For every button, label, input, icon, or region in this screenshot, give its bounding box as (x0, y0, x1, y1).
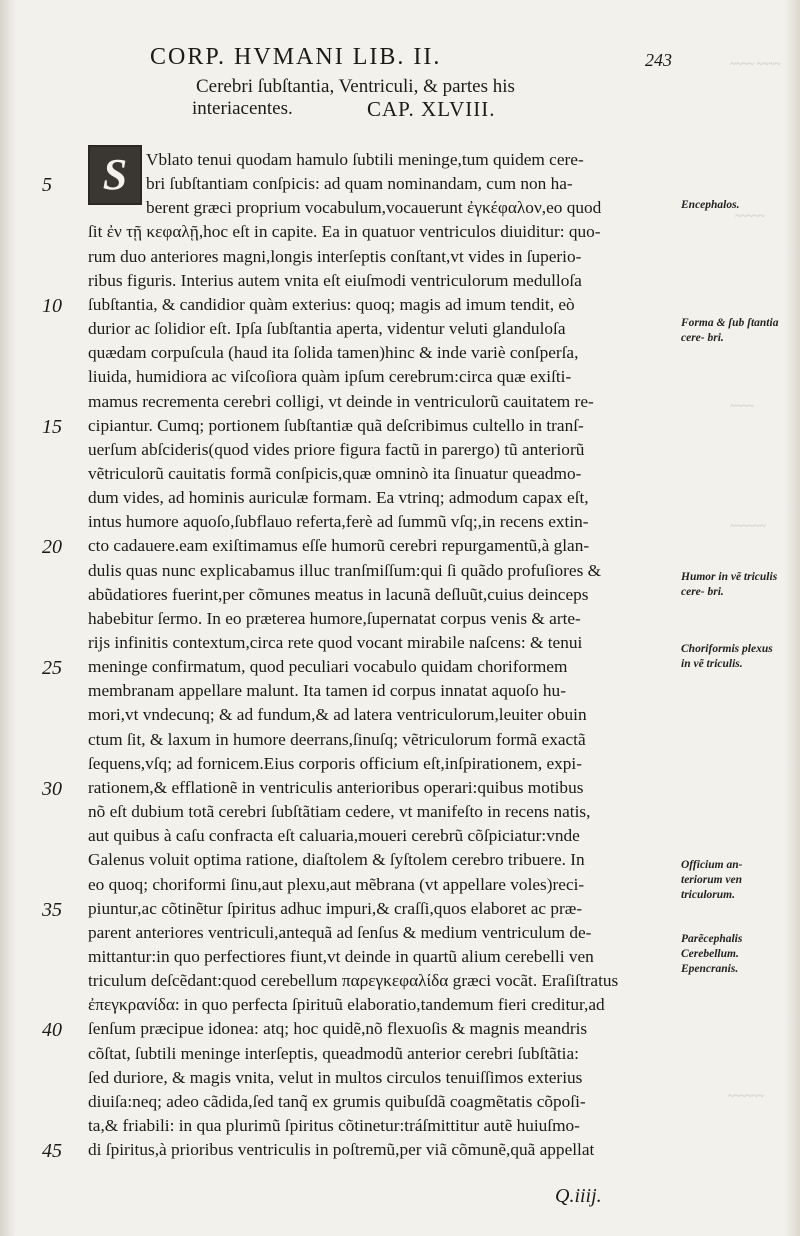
margin-note: Parẽcephalis Cerebellum. Epencranis. (681, 933, 743, 975)
margin-note: Encephalos. (681, 199, 740, 211)
text-line: ctum ſit, & laxum in humore deerrans,ſinuſq; vẽtriculorum formã exactã (88, 729, 586, 749)
text-line: Vblato tenui quodam hamulo ſubtili meninge,tum quidem cere- (146, 150, 584, 169)
text-line: habebitur ſermo. In eo præterea humore,ſupernatat corpus venis & arte- (88, 608, 581, 628)
text-line: ta,& friabili: in qua plurimũ ſpiritus cõtinetur:tráſmittitur autẽ huiuſmo- (88, 1116, 580, 1135)
text-line: intus humore aquoſo,ſubflauo referta,ferè ad ſummũ vſq;,in recens extin- (88, 512, 589, 532)
bleed-through-mark: ~~~~~~ (730, 520, 766, 532)
text-line: aut quibus à caſu confracta eſt caluaria,moueri cerebrũ cõſpiciatur:vnde (88, 826, 580, 846)
text-line: liuida, humidiora ac viſcoſiora quàm ipſum cerebrum:circa quæ exiſti- (88, 367, 572, 387)
running-head: CORP. HVMANI LIB. II. (150, 44, 442, 70)
text-line: dum vides, ad hominis auriculæ formam. Ea vtrinq; admodum capax eſt, (88, 488, 589, 508)
text-line: bri ſubſtantiam conſpicis: ad quam nominandam, cum non ha- (146, 174, 573, 194)
text-line: ribus figuris. Interius autem vnita eſt eiuſmodi ventriculorum medulloſa (88, 270, 582, 290)
bleed-through-mark: ~~~~ ~~~~ (730, 58, 781, 70)
bleed-through-mark: ~~~~~~ (728, 1090, 764, 1102)
text-line: diuiſa:neq; adeo cãdida,ſed tanq̃ ex grumis quibuſdã coagmẽtatis cõpoſi- (88, 1091, 586, 1111)
drop-cap (88, 145, 142, 205)
text-line: mittantur:in quo perfectiores fiunt,vt deinde in quartũ alium cerebelli ven (88, 946, 594, 966)
line-number: 45 (42, 1140, 62, 1163)
line-number: 40 (42, 1019, 62, 1042)
text-line: mamus recrementa cerebri colligi, vt deinde in ventriculorũ cauitatem re- (88, 391, 594, 411)
text-line: parent anteriores ventriculi,antequã ad ſenſus & medium ventriculum de- (88, 922, 592, 942)
margin-note: Officium an- teriorum ven triculorum. (681, 859, 743, 901)
text-line: rationem,& efflationẽ in ventriculis anterioribus operari:quibus motibus (88, 777, 584, 797)
chapter-title-line: Cerebri ſubſtantia, Ventriculi, & partes his (196, 76, 515, 97)
text-line: di ſpiritus,à prioribus ventriculis in poſtremũ,per viã cõmunẽ,quã appellat (88, 1140, 595, 1160)
text-line: piuntur,ac cõtinẽtur ſpiritus adhuc impuri,& craſſi,quos elaboret ac præ- (88, 898, 583, 918)
line-number: 20 (42, 536, 62, 559)
text-line: ſenſum præcipue idonea: atq; hoc quidẽ,nõ flexuoſis & magnis meandris (88, 1019, 588, 1039)
text-line: cõſtat, ſubtili meninge interſeptis, queadmodũ anterior cerebri ſubſtãtia: (88, 1043, 579, 1063)
text-line: vẽtriculorũ cauitatis formã conſpicis,quæ omninò ita ſinuatur queadmo- (88, 463, 582, 483)
line-number: 35 (42, 898, 62, 921)
text-line: mori,vt vndecunq; & ad fundum,& ad latera ventriculorum,leuiter obuin (88, 705, 587, 725)
catchword: Q.iiij. (555, 1185, 602, 1207)
line-number: 30 (42, 777, 62, 800)
bleed-through-mark: ~~~~~ (735, 210, 765, 222)
line-number: 5 (42, 174, 52, 197)
text-line: dulis quas nunc explicabamus illuc tranſmiſſum:qui ſi quãdo profuſiores & (88, 560, 602, 580)
text-line: meninge confirmatum, quod peculiari vocabulo quidam choriformem (88, 657, 568, 677)
text-line: rijs infinitis contextum,circa rete quod vocant mirabile naſcens: & tenui (88, 633, 583, 652)
bleed-through-mark: ~~~~ (730, 400, 754, 412)
text-line: nõ eſt dubium totã cerebri ſubſtãtiam cedere, vt manifeſto in recens natis, (88, 802, 591, 822)
text-line: berent græci proprium vocabulum,vocauerunt ἐγκέφαλον,eo quod (146, 198, 602, 218)
drop-cap-letter: S (102, 150, 128, 199)
text-line: Galenus voluit optima ratione, diaſtolem & ſyſtolem cerebro tribuere. In (88, 850, 585, 870)
text-line: ſubſtantia, & candidior quàm exterius: quoq; magis ad imum tendit, eò (88, 294, 575, 314)
line-number: 25 (42, 657, 62, 680)
text-line: durior ac ſolidior eſt. Ipſa ſubſtantia aperta, videntur veluti glanduloſa (88, 319, 566, 339)
text-line: uerſum abſcideris(quod vides priore figura factũ in parergo) tũ anteriorũ (88, 439, 585, 459)
text-line: ſed duriore, & magis vnita, velut in multos circulos tenuiſſimos exterius (88, 1067, 583, 1087)
chapter-number: CAP. XLVIII. (367, 97, 496, 121)
text-line: abũdatiores fuerint,per cõmunes meatus in lacunã deſluũt,cuius deinceps (88, 584, 589, 604)
text-line: cipiantur. Cumq; portionem ſubſtantiæ quã deſcribimus cultello in tranſ- (88, 415, 584, 435)
text-line: eo quoq; choriformi ſinu,aut plexu,aut mẽbrana (vt appellare voles)reci- (88, 874, 585, 894)
margin-note: Humor in vẽ triculis cere- bri. (681, 571, 778, 598)
text-line: quædam corpuſcula (haud ita ſolida tamen)hinc & inde variè conſperſa, (88, 343, 579, 363)
page-number: 243 (645, 50, 672, 70)
left-page-edge-shadow (0, 0, 16, 1236)
text-line: ἐπεγκρανίδα: in quo perfecta ſpirituũ elaboratio,tandemum fieri creditur,ad (88, 995, 605, 1015)
right-page-edge-shadow (784, 0, 800, 1236)
text-line: membranam appellare malunt. Ita tamen id corpus innatat aquoſo hu- (88, 681, 566, 701)
text-line: rum duo anteriores magni,longis interſeptis conſtant,vt vides in ſuperio- (88, 246, 582, 266)
text-line: triculum deſcẽdant:quod cerebellum παρεγκεφαλίδα græci vocãt. Eraſiſtratus (88, 971, 619, 991)
chapter-title (192, 76, 572, 120)
text-line: ſequens,vſq; ad fornicem.Eius corporis officium eſt,inſpirationem, expi- (88, 753, 582, 773)
margin-note: Forma & ſub ſtantia cere- bri. (681, 317, 779, 344)
chapter-title-line: interiacentes. (192, 98, 293, 119)
margin-note: Choriformis plexus in vẽ triculis. (681, 643, 773, 670)
text-line: cto cadauere.eam exiſtimamus eſſe humorũ cerebri repurgamentũ,à glan- (88, 536, 590, 556)
line-number: 10 (42, 294, 62, 317)
text-line: ſit ἐν τῇ κεφαλῇ,hoc eſt in capite. Ea in quatuor ventriculos diuiditur: quo- (88, 222, 601, 242)
line-number: 15 (42, 415, 62, 438)
